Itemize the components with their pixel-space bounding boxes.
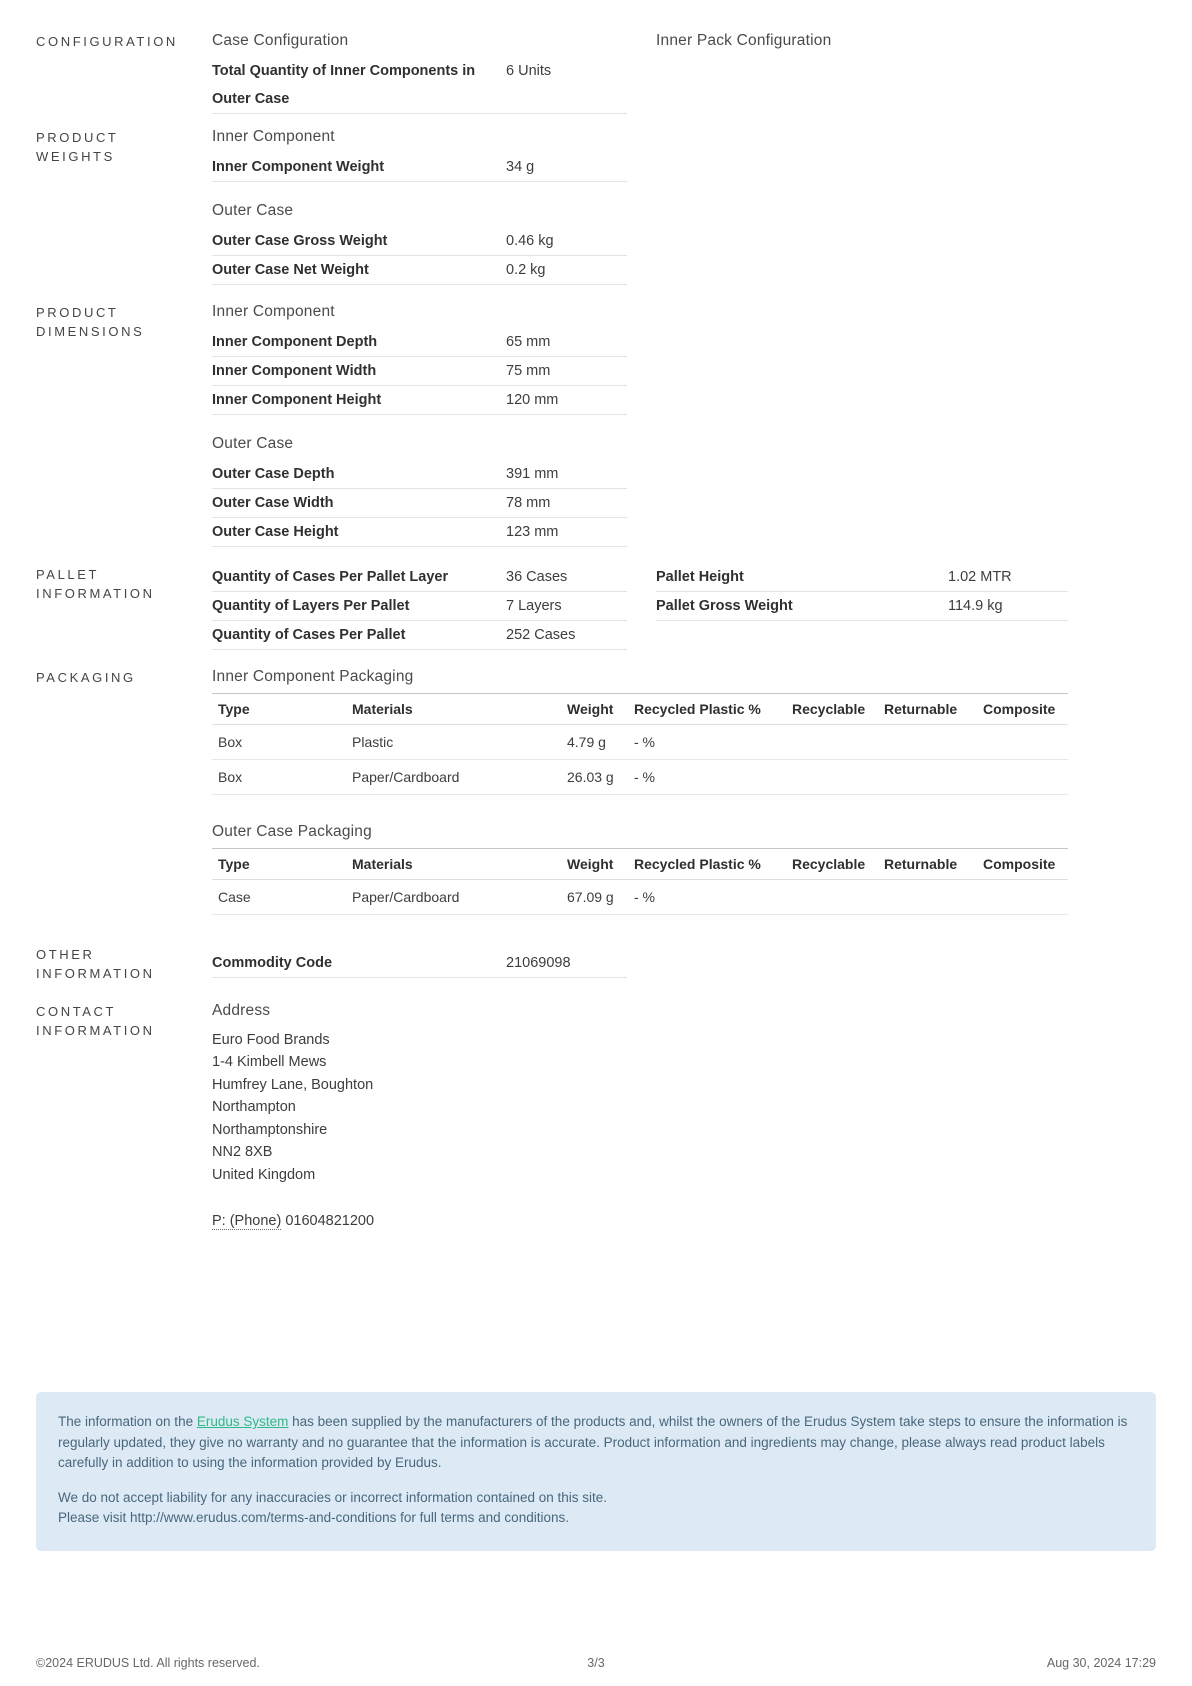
field-label: Commodity Code xyxy=(212,955,333,971)
column-header-recycled-plastic: Recycled Plastic % xyxy=(628,849,786,880)
field-label: Inner Component Depth xyxy=(212,334,378,350)
disclaimer-paragraph-1 xyxy=(58,1412,1134,1474)
footer-page-number: 3/3 xyxy=(587,1656,605,1670)
field-label: Quantity of Cases Per Pallet xyxy=(212,627,406,643)
field-value: 78 mm xyxy=(506,495,551,511)
field-label: Outer Case Depth xyxy=(212,466,335,482)
address-line: United Kingdom xyxy=(212,1166,316,1183)
cell-materials: Paper/Cardboard xyxy=(346,760,561,795)
address-line: 1-4 Kimbell Mews xyxy=(212,1054,327,1071)
cell-returnable xyxy=(878,760,977,795)
field-value: 123 mm xyxy=(506,524,559,540)
column-header-type: Type xyxy=(212,694,346,725)
cell-type: Box xyxy=(212,760,346,795)
inner-component-header: Inner Component xyxy=(212,303,335,320)
table-row xyxy=(212,725,1068,760)
field-row-inner-width xyxy=(212,357,627,386)
outer-case-header: Outer Case xyxy=(212,202,294,219)
cell-materials: Paper/Cardboard xyxy=(346,880,561,915)
section-pallet-information xyxy=(36,563,1156,650)
field-value: 34 g xyxy=(506,159,535,175)
field-value: 0.2 kg xyxy=(506,262,546,278)
field-value: 120 mm xyxy=(506,392,559,408)
field-row-pallet-height xyxy=(656,563,1068,592)
column-header-composite: Composite xyxy=(977,694,1068,725)
field-label: Inner Component Weight xyxy=(212,159,385,175)
cell-recycled-plastic: - % xyxy=(628,880,786,915)
section-label-product-dimensions: PRODUCT DIMENSIONS xyxy=(36,305,145,339)
table-header-row xyxy=(212,694,1068,725)
cell-recycled-plastic: - % xyxy=(628,760,786,795)
phone-number: 01604821200 xyxy=(285,1213,375,1230)
phone-label: P: (Phone) xyxy=(212,1213,282,1230)
field-value: 75 mm xyxy=(506,363,551,379)
field-label: Inner Component Height xyxy=(212,392,382,408)
section-other-information xyxy=(36,943,1156,984)
field-row-inner-depth xyxy=(212,328,627,357)
field-label: Outer Case Height xyxy=(212,524,339,540)
field-value: 391 mm xyxy=(506,466,559,482)
disclaimer-terms-line: Please visit http://www.erudus.com/terms-and-conditions for full terms and conditions. xyxy=(58,1510,569,1526)
address-line: Euro Food Brands xyxy=(212,1031,330,1048)
address-line: Northamptonshire xyxy=(212,1121,328,1138)
section-label-other-information: OTHER INFORMATION xyxy=(36,947,155,981)
cell-recycled-plastic: - % xyxy=(628,725,786,760)
table-header-row xyxy=(212,849,1068,880)
cell-recyclable xyxy=(786,725,878,760)
column-header-weight: Weight xyxy=(561,694,628,725)
field-row-total-inner-components xyxy=(212,57,627,114)
field-label: Outer Case Net Weight xyxy=(212,262,369,278)
address-line: Humfrey Lane, Boughton xyxy=(212,1076,374,1093)
inner-packaging-table xyxy=(212,693,1068,795)
field-value: 36 Cases xyxy=(506,569,568,585)
address-block xyxy=(212,1029,1156,1187)
page-footer xyxy=(36,1656,1156,1670)
disclaimer-box xyxy=(36,1392,1156,1551)
case-configuration-header: Case Configuration xyxy=(212,32,349,49)
field-value: 252 Cases xyxy=(506,627,576,643)
disclaimer-paragraph-2 xyxy=(58,1488,1134,1529)
cell-returnable xyxy=(878,725,977,760)
field-value: 21069098 xyxy=(506,955,571,971)
column-header-type: Type xyxy=(212,849,346,880)
column-header-materials: Materials xyxy=(346,849,561,880)
table-row xyxy=(212,760,1068,795)
field-row-commodity-code xyxy=(212,949,627,978)
field-label: Outer Case Gross Weight xyxy=(212,233,388,249)
column-header-composite: Composite xyxy=(977,849,1068,880)
field-row-pallet-gross-weight xyxy=(656,592,1068,621)
field-label: Outer Case Width xyxy=(212,495,334,511)
column-header-recycled-plastic: Recycled Plastic % xyxy=(628,694,786,725)
field-value: 65 mm xyxy=(506,334,551,350)
field-row-inner-height xyxy=(212,386,627,415)
field-row-inner-component-weight xyxy=(212,153,627,182)
column-header-recyclable: Recyclable xyxy=(786,694,878,725)
cell-returnable xyxy=(878,880,977,915)
field-label: Inner Component Width xyxy=(212,363,377,379)
address-line: Northampton xyxy=(212,1099,296,1116)
field-label: Quantity of Layers Per Pallet xyxy=(212,598,410,614)
field-label: Total Quantity of Inner Components in Outer Case xyxy=(212,63,476,107)
outer-case-packaging-header: Outer Case Packaging xyxy=(212,823,372,840)
field-row-cases-per-layer xyxy=(212,563,627,592)
field-row-outer-case-gross-weight xyxy=(212,227,627,256)
disclaimer-liability-line: We do not accept liability for any inaccuracies or incorrect information contained on this site. xyxy=(58,1489,608,1505)
cell-composite xyxy=(977,760,1068,795)
field-value: 114.9 kg xyxy=(948,598,1003,614)
column-header-returnable: Returnable xyxy=(878,694,977,725)
section-contact-information xyxy=(36,1000,1156,1233)
address-header: Address xyxy=(212,1001,271,1019)
cell-weight: 4.79 g xyxy=(561,725,628,760)
field-value: 6 Units xyxy=(506,63,552,79)
field-value: 7 Layers xyxy=(506,598,562,614)
cell-weight: 26.03 g xyxy=(561,760,628,795)
field-row-outer-width xyxy=(212,489,627,518)
field-label: Quantity of Cases Per Pallet Layer xyxy=(212,569,449,585)
field-value: 0.46 kg xyxy=(506,233,554,249)
cell-type: Case xyxy=(212,880,346,915)
inner-component-header: Inner Component xyxy=(212,128,335,145)
field-row-layers-per-pallet xyxy=(212,592,627,621)
field-label: Pallet Height xyxy=(656,569,744,585)
inner-pack-configuration-header: Inner Pack Configuration xyxy=(656,32,832,49)
table-row xyxy=(212,880,1068,915)
cell-recyclable xyxy=(786,760,878,795)
cell-type: Box xyxy=(212,725,346,760)
cell-composite xyxy=(977,880,1068,915)
field-row-cases-per-pallet xyxy=(212,621,627,650)
column-header-weight: Weight xyxy=(561,849,628,880)
disclaimer-text: The information on the xyxy=(58,1414,197,1430)
field-row-outer-height xyxy=(212,518,627,547)
field-label: Pallet Gross Weight xyxy=(656,598,793,614)
column-header-returnable: Returnable xyxy=(878,849,977,880)
outer-case-header: Outer Case xyxy=(212,435,294,452)
section-label-packaging: PACKAGING xyxy=(36,670,136,685)
section-label-configuration: CONFIGURATION xyxy=(36,34,178,49)
inner-component-packaging-header: Inner Component Packaging xyxy=(212,668,414,685)
section-label-contact-information: CONTACT INFORMATION xyxy=(36,1003,155,1038)
section-product-dimensions xyxy=(36,301,1156,547)
cell-materials: Plastic xyxy=(346,725,561,760)
column-header-recyclable: Recyclable xyxy=(786,849,878,880)
footer-copyright: ©2024 ERUDUS Ltd. All rights reserved. xyxy=(36,1656,260,1670)
section-packaging xyxy=(36,666,1156,915)
field-row-outer-case-net-weight xyxy=(212,256,627,285)
disclaimer-text: has been supplied by the manufacturers of the products and, whilst the owners of the Erudus System take steps to ensure the information is regularly updated, they give no warranty and no guarantee that the information is accurate. Product information and ingredients may change, please always read product labels carefully in addition to using the information provided by Erudus. xyxy=(58,1414,1128,1471)
footer-timestamp: Aug 30, 2024 17:29 xyxy=(1046,1656,1156,1670)
outer-packaging-table xyxy=(212,848,1068,915)
column-header-materials: Materials xyxy=(346,694,561,725)
section-product-weights xyxy=(36,126,1156,285)
section-label-product-weights: PRODUCT WEIGHTS xyxy=(36,130,119,164)
field-value: 1.02 MTR xyxy=(948,569,1012,585)
section-configuration xyxy=(36,30,1156,114)
section-label-pallet-information: PALLET INFORMATION xyxy=(36,567,155,601)
cell-composite xyxy=(977,725,1068,760)
cell-weight: 67.09 g xyxy=(561,880,628,915)
field-row-outer-depth xyxy=(212,460,627,489)
phone-line xyxy=(212,1210,1156,1232)
address-line: NN2 8XB xyxy=(212,1144,273,1161)
erudus-system-link[interactable]: Erudus System xyxy=(196,1414,289,1430)
cell-recyclable xyxy=(786,880,878,915)
